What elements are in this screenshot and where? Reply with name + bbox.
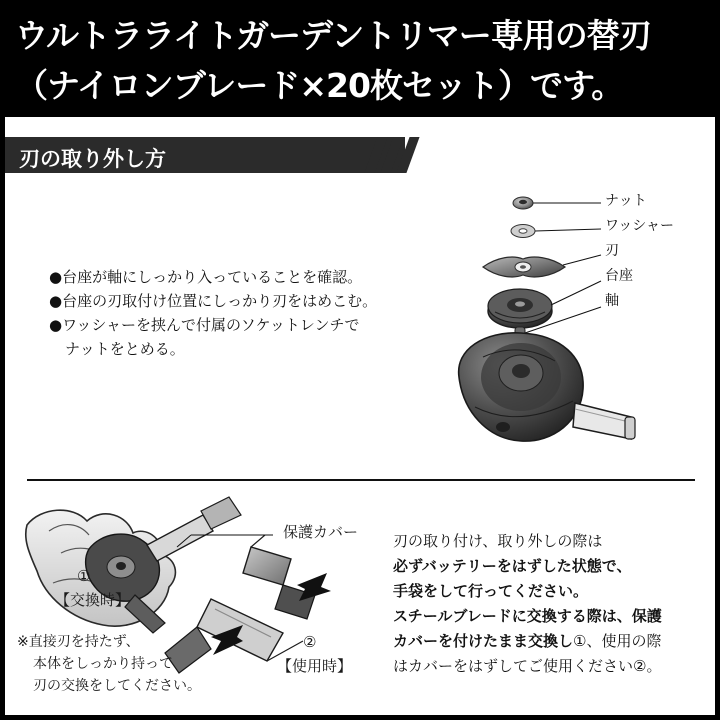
- callout-label-washer: ワッシャー: [605, 218, 675, 234]
- protective-cover-piece: [243, 535, 315, 619]
- callout-label-nut: ナット: [605, 193, 647, 209]
- base-part: [488, 289, 552, 328]
- warning-line-bold-part: カバーを付けたまま交換し: [393, 632, 574, 650]
- slash-decoration: [365, 137, 435, 173]
- section-title-bar: [5, 137, 405, 173]
- step-2-label: 【使用時】: [277, 657, 353, 675]
- exploded-assembly-diagram: [425, 181, 715, 471]
- list-item: ●ワッシャーを挟んで付属のソケットレンチで: [49, 316, 360, 334]
- header-banner: [5, 5, 715, 117]
- trimmer-arm: [573, 403, 635, 439]
- warning-line-plain-part: ①、使用の際: [573, 632, 662, 650]
- washer-part: [511, 225, 535, 238]
- section-title-label: 刃の取り外し方: [19, 147, 166, 171]
- header-title-line-2: （ナイロンブレード×20枚セット）です。: [15, 66, 624, 105]
- callout-label-shaft: 軸: [605, 293, 619, 309]
- warning-text-block: [393, 529, 713, 679]
- step-2-number: ②: [303, 633, 317, 651]
- handling-note-line: 本体をしっかり持って: [33, 656, 173, 672]
- handling-note-line: 刃の交換をしてください。: [33, 678, 201, 694]
- handling-photo-group: [15, 491, 395, 715]
- header-title-line-1: ウルトラライトガーデントリマー専用の替刃: [15, 16, 651, 55]
- list-item-continuation: ナットをとめる。: [65, 340, 185, 358]
- handling-note-line: ※直接刃を持たず、: [17, 634, 140, 650]
- callout-label-base: 台座: [605, 268, 633, 284]
- warning-line: はカバーをはずしてご使用ください②。: [393, 657, 662, 675]
- list-item: ●台座が軸にしっかり入っていることを確認。: [49, 268, 363, 286]
- instruction-list: [49, 265, 399, 361]
- step-1-label: 【交換時】: [55, 591, 131, 609]
- warning-line: スチールブレードに交換する際は、保護: [393, 607, 662, 625]
- callout-label-group: [605, 189, 715, 314]
- protective-cover-label: 保護カバー: [283, 523, 359, 541]
- horizontal-divider: [27, 479, 695, 481]
- nut-part: [513, 197, 533, 209]
- warning-line: 刃の取り付け、取り外しの際は: [393, 532, 603, 550]
- step-1-number: ①: [77, 567, 91, 585]
- callout-label-blade: 刃: [605, 243, 619, 259]
- trimmer-head-body: [459, 333, 583, 441]
- warning-line: 必ずバッテリーをはずした状態で、: [393, 557, 632, 575]
- warning-line: [393, 629, 713, 654]
- warning-line: 手袋をして行ってください。: [393, 582, 589, 600]
- handling-note: [17, 631, 201, 697]
- blade-part: [483, 257, 565, 277]
- list-item: ●台座の刃取付け位置にしっかり刃をはめこむ。: [49, 292, 378, 310]
